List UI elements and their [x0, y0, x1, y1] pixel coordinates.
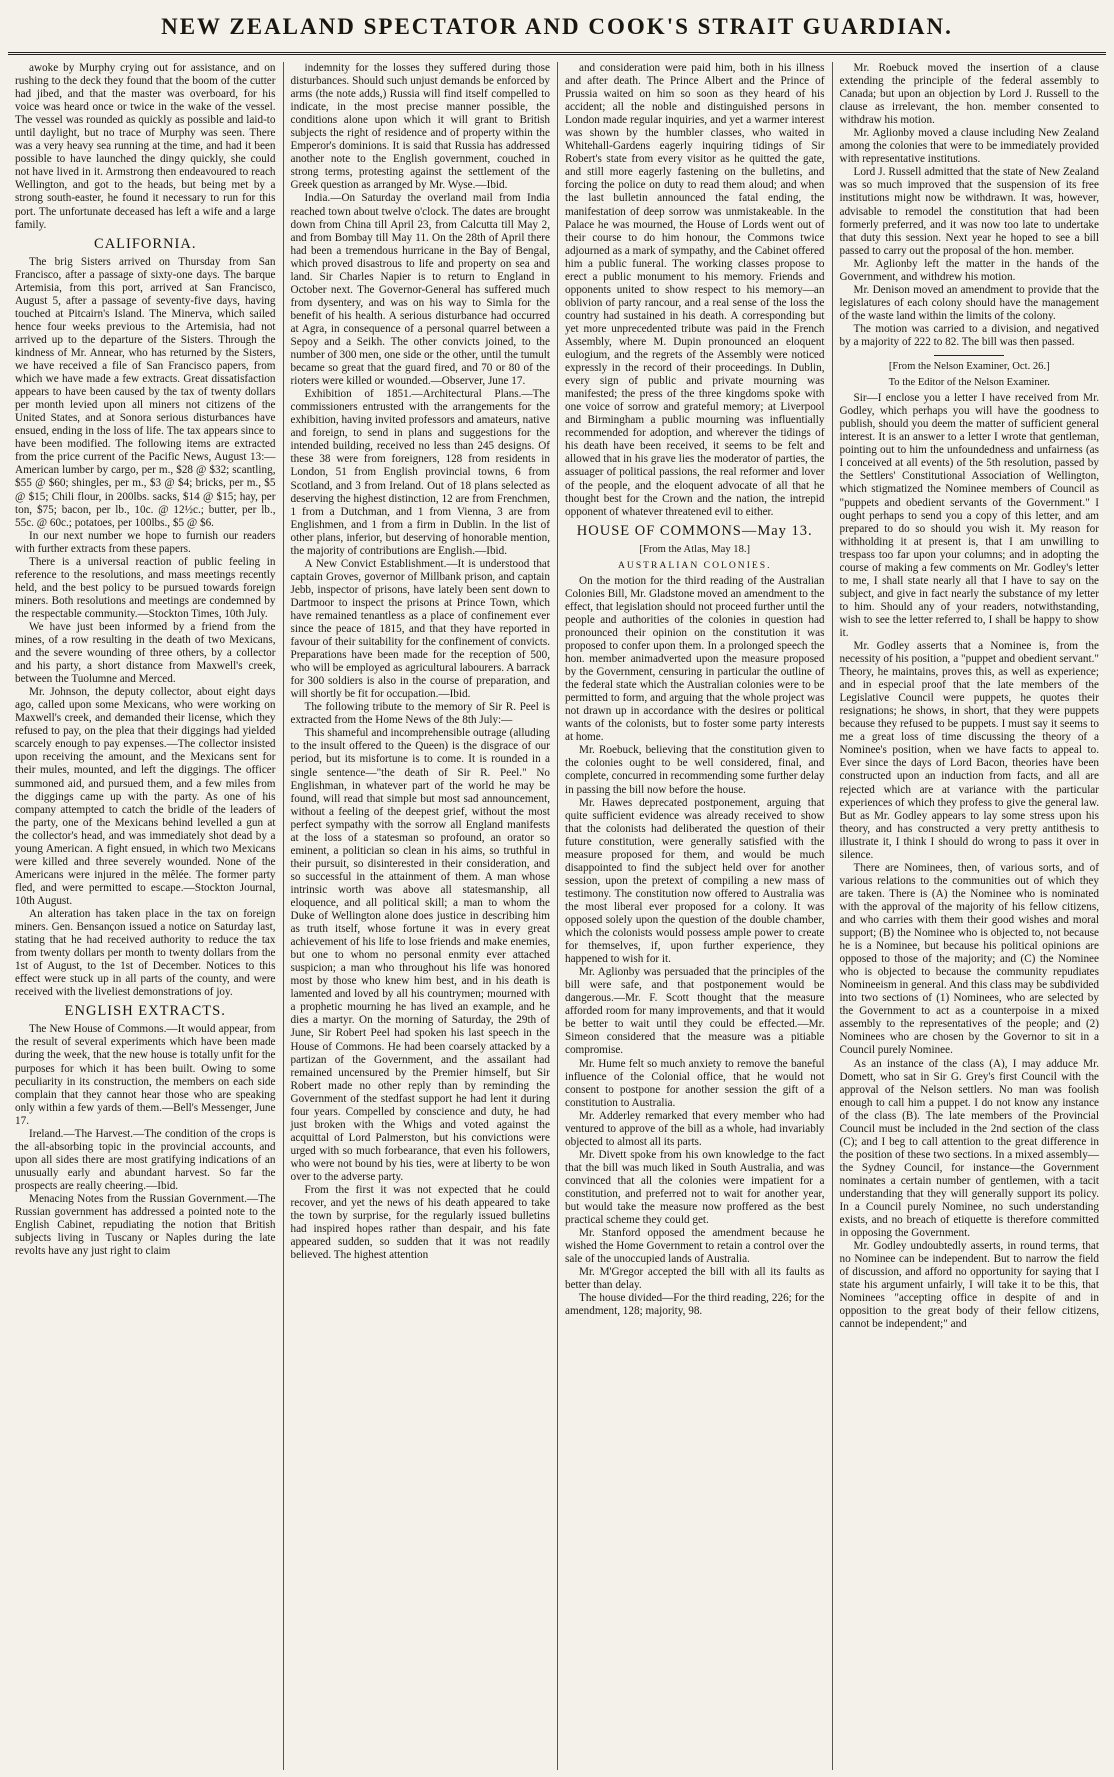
paragraph: From the first it was not expected that he could recover, and yet the news of his death appeared to take the town by surprise, for the regularly issued bulletins had inspired hopes rather than despair, and his fate appeared sudden, so sudden that it was not readily believed. The highest attention [290, 1184, 550, 1262]
paragraph: The New House of Commons.—It would appear, from the result of several experiments which have been made during the week, that the new house is totally unfit for the purposes for which it has been built. Owing to some peculiarity in its construction, the members on each side complain that they cannot hear those who are speaking only within a few yards of them.—Bell's Messenger, June 17. [15, 1023, 276, 1127]
paragraph: Mr. Aglionby was persuaded that the principles of the bill were safe, and that postponement would be dangerous.—Mr. F. Scott thought that the measure afforded room for many improvements, and that it would be better to wait until they could be effected.—Mr. Simeon considered that the measure was a pitiable compromise. [565, 966, 825, 1057]
paragraph: indemnity for the losses they suffered during those disturbances. Should such unjust demands be enforced by arms (the note adds,) Russia will find itself compelled to indicate, in the most precise manner possible, the conditions alone upon which it will grant to British subjects the right of residence and of property within the Emperor's dominions. It is said that Russia has addressed another note to the English government, couched in strong terms, protesting against the settlement of the Greek question as arranged by Mr. Wyse.—Ibid. [290, 62, 550, 192]
paragraph: Sir—I enclose you a letter I have received from Mr. Godley, which perhaps you will have the goodness to publish, should you deem the matter of sufficient general interest. It is an answer to a letter I wrote that gentleman, pointing out to him the unfoundedness and unfairness (as I conceived at all events) of the 5th resolution, passed by the Settlers' Constitutional Association of Wellington, which stigmatized the Nominee members of Council as "puppets and obedient servants of the Government." I ought perhaps to send you a copy of this letter, and am prepared to do so should you wish it. My reason for withholding it at present is, that I am unwilling to trespass too far upon your columns; and in adopting the course of making a few comments on Mr. Godley's letter to me, I shall state nearly all that I have to say on the subject, and give in fact nearly the substance of my letter to him. Should any of your readers, notwithstanding, wish to see the letter referred to, I shall be happy to show it. [839, 392, 1099, 639]
column-3 [557, 62, 832, 1770]
paragraph: Mr. Hawes deprecated postponement, arguing that quite sufficient evidence was already received to show that the colonists had deliberated the question of their future constitution, were generally satisfied with the measure proposed for them, and would be much disappointed to find the subject held over for another session, upon the pretext of compiling a new mass of testimony. The constitution now offered to Australia was the most liberal ever proposed for a colony. It was opposed solely upon the question of the double chamber, which the colonists would possess ample power to create for themselves, if, upon further experience, they happened to wish for it. [565, 796, 825, 966]
paragraph: India.—On Saturday the overland mail from India reached town about twelve o'clock. The dates are brought down from China till April 23, from Calcutta till May 2, and from Bombay till May 11. On the 28th of April there had been a tremendous hurricane in the Bay of Bengal, which proved disastrous to life and property on sea and land. Sir Charles Napier is to return to England in October next. The Governor-General has suffered much from dysentery, and was on his way to Simla for the benefit of his health. A serious disturbance had occurred at Agra, in consequence of a personal quarrel between a Sepoy and a Seikh. The other convicts joined, to the number of 300 men, one side or the other, until the tumult became so great that the guard fired, and 70 or 80 of the rioters were killed or wounded.—Observer, June 17. [290, 192, 550, 388]
paragraph: This shameful and incomprehensible outrage (alluding to the insult offered to the Queen) is the disgrace of our period, but its misfortune is to come. It is rounded in a single sentence—"the death of Sir R. Peel." No Englishman, in whatever part of the world he may be found, will read that simple but most sad announcement, without a feeling of the deepest grief, without the most perfect sympathy with the sorrow all England manifests at the loss of a statesman so profound, an orator so eminent, a politician so clean in his aims, so truthful in their pursuit, so disinterested in their consideration, and so successful in the attainment of them. A man whose intrinsic worth was above all statesmanship, all eloquence, and all political skill; a man to whom the Duke of Wellington alone does justice in describing him as truth itself, whose fortune it was in every great achievement of his life to lose friends and make enemies, but one to whom no personal enmity ever attached suspicion; a man who throughout his life was honored most by those who knew him best, and in his death is lamented and loved by all his countrymen; mourned with a prophetic mourning he has lived an example, and he dies a martyr. On the morning of Saturday, the 29th of June, Sir Robert Peel had spoken his last speech in the House of Commons. He had been coarsely attacked by a partizan of the Government, and the assailant had remained uncensured by the Premier himself, but Sir Robert made no other reply than by reminding the Government of the stedfast support he had lent it during four years. Compelled by conscience and duty, he had just broken with the Whigs and voted against the acquittal of Lord Palmerston, but his convictions were urged with so much forbearance, that even his followers, who were not bound by his ties, were at liberty to be won over to the adverse party. [290, 727, 550, 1183]
section-heading: CALIFORNIA. [94, 235, 197, 252]
paragraph: There are Nominees, then, of various sorts, and of various relations to the communities out of which they are taken. There is (A) the Nominee who is nominated with the approval of the majority of his fellow citizens, and who carries with them their good wishes and moral support; (B) the Nominee who is objected to, not because he is a Nominee, but because his political opinions are opposed to those of the majority; and (C) the Nominee who is objected to because the community repudiates Nomineeism in general. And this class may be subdivided into two sections of (1) Nominees, who are selected by the Government to act as a counterpoise in a mixed assembly to the representatives of the people; and (2) Nominees who are chosen by the Governor to sit in a Council purely Nominee. [839, 861, 1099, 1057]
paragraph: Exhibition of 1851.—Architectural Plans.—The commissioners entrusted with the arrangements for the exhibition, having invited professors and amateurs, native and foreign, to send in plans and suggestions for the intended building, received no less than 245 designs. Of these 38 were from foreigners, 128 from residents in London, 51 from English provincial towns, 6 from Scotland, and 3 from Ireland. Out of 18 plans selected as deserving the highest distinction, 12 are from Frenchmen, 1 from a Dutchman, and 1 from Vienna, 3 are from Englishmen, and 1 from a firm in Dublin. In the list of other plans, inferior, but deserving of honorable mention, the majority of contributions are English.—Ibid. [290, 388, 550, 557]
source-line: [From the Nelson Examiner, Oct. 26.] [888, 361, 1050, 373]
column-4 [832, 62, 1107, 1770]
source-line: To the Editor of the Nelson Examiner. [888, 377, 1050, 389]
paragraph: On the motion for the third reading of the Australian Colonies Bill, Mr. Gladstone moved an amendment to the effect, that legislation should not proceed further until the people and authorities of the colonies in question had pronounced their opinion on the constitution it was proposed to confer upon them. In a prolonged speech the hon. member animadverted upon the measure proposed by the Government, censuring in particular the outline of the federal state which the Australian colonies were to be permitted to form, and arguing that the whole project was not drawn up in accordance with the desires or political wants of the colonists, but to foster some party interests at home. [565, 574, 825, 744]
paragraph: Mr. Divett spoke from his own knowledge to the fact that the bill was much liked in South Australia, and was convinced that all the colonies were impatient for a constitution, and preferred not to wait for another year, but would take the measure now proffered as the best practical scheme they could get. [565, 1148, 825, 1227]
paragraph: awoke by Murphy crying out for assistance, and on rushing to the deck they found that the boom of the cutter had jibed, and that the master was overboard, for his voice was heard once or twice in the wake of the vessel. The vessel was rounded as quickly as possible and laid-to until daylight, but no trace of Murphy was seen. There was a very heavy sea running at the time, and had it been possible to have launched the dingy quickly, she could not have lived in it. Armstrong then endeavoured to reach Wellington, and got to the heads, but being met by a strong south-easter, he found it necessary to run for this port. The unfortunate deceased has left a wife and a large family. [15, 62, 276, 231]
paragraph: Mr. Hume felt so much anxiety to remove the baneful influence of the Colonial office, that he would not consent to postpone for another session the gift of a constitution to Australia. [565, 1057, 825, 1109]
masthead-title: NEW ZEALAND SPECTATOR AND COOK'S STRAIT GUARDIAN. [161, 14, 953, 39]
paragraph: A New Convict Establishment.—It is understood that captain Groves, governor of Millbank prison, and captain Jebb, inspector of prisons, have lately been sent down to Dartmoor to inspect the prisons at Prince Town, which have remained tenantless as a place of confinement ever since the peace of 1815, and that they have reported in favour of their suitability for the confinement of convicts. Preparations have been made for the reception of 500, who will be employed as agricultural labourers. A barrack for 300 soldiers is also in the course of preparation, and will shortly be fit for occupation.—Ibid. [290, 557, 550, 701]
newspaper-columns [8, 62, 1106, 1770]
paragraph: In our next number we hope to furnish our readers with further extracts from these papers. [15, 529, 276, 555]
paragraph: We have just been informed by a friend from the mines, of a row resulting in the death of two Mexicans, and the severe wounding of three others, by a collector and his party, a short distance from Maxwell's creek, between the Tuolumne and Merced. [15, 620, 276, 686]
paragraph: An alteration has taken place in the tax on foreign miners. Gen. Bensançon issued a notice on Saturday last, stating that he had received authority to reduce the tax from twenty dollars per month to twenty dollars from the 1st of August, to the 1st of December. Notices to this effect were stuck up in all parts of the county, and were received with the liveliest demonstrations of joy. [15, 908, 276, 999]
paragraph: Mr. Denison moved an amendment to provide that the legislatures of each colony should have the management of the waste land within the limits of the colony. [839, 283, 1099, 322]
paragraph: The following tribute to the memory of Sir R. Peel is extracted from the Home News of the 8th July:— [290, 701, 550, 727]
section-heading: HOUSE OF COMMONS—May 13. [576, 522, 813, 539]
paragraph: Mr. Stanford opposed the amendment because he wished the Home Government to retain a control over the sale of the unoccupied lands of Australia. [565, 1227, 825, 1266]
paragraph: The brig Sisters arrived on Thursday from San Francisco, after a passage of sixty-one days. The barque Artemisia, from this port, arrived at San Francisco, August 5, after a passage of seventy-five days, having touched at Pitcairn's Island. The Minerva, which sailed hence four weeks previous to the Artemisia, had not arrived up to the departure of the Sisters. Through the kindness of Mr. Annear, who has returned by the Sisters, we have received a file of San Francisco papers, from which we have made a few extracts. Great dissatisfaction appears to have been caused by the tax of twenty dollars per month levied upon all miners not citizens of the United States, and at Sonora serious disturbances have ensued, ending in the loss of life. The tax appears since to have been modified. The following items are extracted from the price current of the Pacific News, August 13:— American lumber by cargo, per m., $28 @ $32; scantling, $55 @ $60; shingles, per m., $3 @ $4; bricks, per m., $5 @ $15; Chili flour, in 200lbs. sacks, $14 @ $15; hay, per ton, $75; bacon, per lb., 10c. @ 12½c.; butter, per lb., 55c. @ 60c.; potatoes, per 100lbs., $5 @ $6. [15, 255, 276, 529]
paragraph: Menacing Notes from the Russian Government.—The Russian government has addressed a pointed note to the English Cabinet, repudiating the notion that British subjects living in Tuscany or Naples during the late revolts have any just right to claim [15, 1192, 276, 1258]
paragraph: There is a universal reaction of public feeling in reference to the resolutions, and mass meetings recently held, and the best policy to be pursued towards foreign miners. Both resolutions and meetings are condemned by the respectable community.—Stockton Times, 10th July. [15, 555, 276, 620]
masthead-rule [8, 52, 1106, 55]
source-line: [From the Atlas, May 18.] [639, 543, 751, 555]
paragraph: Mr. Adderley remarked that every member who had ventured to approve of the bill as a whole, had invariably objected to almost all its parts. [565, 1109, 825, 1148]
paragraph: Mr. Godley asserts that a Nominee is, from the necessity of his position, a "puppet and obedient servant." Theory, he maintains, proves this, as well as experience; and in especial proof that the late members of the Legislative Council were puppets, he quotes their resignations; he shows, in short, that they were puppets because they refused to be puppets. I must say it seems to me a great loss of time discussing the theory of a Nominee's position, when we have facts to appeal to. Ever since the days of Lord Bacon, theories have been constructed upon an induction from facts, and all are rejected which are at variance with the particular experiences of which they profess to give the general law. But as Mr. Godley appears to lay some stress upon his theory, and has constructed a very pretty antithesis to illustrate it, I think I should do wrong to pass it over in silence. [839, 640, 1099, 861]
paragraph: Mr. Aglionby left the matter in the hands of the Government, and withdrew his motion. [839, 257, 1099, 283]
paragraph: Mr. M'Gregor accepted the bill with all its faults as better than delay. [565, 1266, 825, 1292]
paragraph: The motion was carried to a division, and negatived by a majority of 222 to 82. The bill was then passed. [839, 322, 1099, 348]
column-1 [8, 62, 283, 1770]
paragraph: Lord J. Russell admitted that the state of New Zealand was so much improved that the suspension of its free institutions might now be withdrawn. It was, however, advisable to remodel the constitution that had been formerly preferred, and it was now too late to undertake that duty this session. Next year he hoped to see a bill passed to carry out the proposal of the hon. member. [839, 166, 1099, 257]
paragraph: The house divided—For the third reading, 226; for the amendment, 128; majority, 98. [565, 1292, 825, 1318]
column-2 [283, 62, 558, 1770]
paragraph: Mr. Johnson, the deputy collector, about eight days ago, called upon some Mexicans, who were working on Maxwell's creek, and demanded their license, which they refused to pay, on the plea that their diggings had yielded scarcely enough to pay expenses.—The collector insisted upon receiving the amount, and the Mexicans sent for their mules, mounted, and left the diggings. The officer summoned aid, and pursued them, and a few miles from the diggings came up with the party. As one of his company attempted to catch the bridle of the leaders of the party, one of the Mexicans behind levelled a gun at the collector's head, and was immediately shot dead by a young American. A fight ensued, in which two Mexicans were killed and three severely wounded. None of the Americans were injured in the mêlée. The former party fled, and were permitted to escape.—Stockton Journal, 10th August. [15, 686, 276, 907]
paragraph: Mr. Aglionby moved a clause including New Zealand among the colonies that were to be immediately provided with representative institutions. [839, 127, 1099, 166]
divider [934, 355, 1004, 356]
paragraph: As an instance of the class (A), I may adduce Mr. Domett, who sat in Sir G. Grey's first Council with the approval of the Nelson settlers. No man was foolish enough to call him a puppet. I do not know any instance of the class (B). The late members of the Provincial Council must be included in the 2nd section of the class (C); and I beg to call attention to the great difference in the position of these two sections. In a mixed assembly—the Sydney Council, for instance—the Government nominates a certain number of gentlemen, with a tacit understanding that they will generally support its policy. In a Council purely Nominee, no such understanding exists, and no breach of etiquette is therefore committed in opposing the Government. [839, 1057, 1099, 1240]
subheading: AUSTRALIAN COLONIES. [617, 559, 772, 571]
paragraph: and consideration were paid him, both in his illness and after death. The Prince Albert and the Prince of Prussia waited on him so soon as they heard of his accident; all the noble and distinguished persons in London made regular inquiries, and yet a warmer interest was shown by the humbler classes, who waited in Whitehall-Gardens eagerly inquiring tidings of Sir Robert's state from every visitor as he quitted the gate, and still more eagerly fastening on the bulletins, and forcing the police on duty to read them aloud; and when the last bulletin announced the fatal ending, the manifestation of deep sorrow was unmistakeable. In the Palace he was mourned, the House of Lords went out of their course to do him honour, the Commons twice adjourned as a mark of sympathy, and the Cabinet offered him a public funeral. The working classes propose to erect a public monument to his memory. Friends and opponents united to show respect to his memory—an oblivion of party rancour, and a real sense of the loss the country had sustained in his death. A corresponding but yet more unprecedented tribute was paid in the French Assembly, where M. Dupin pronounced an eloquent eulogium, and the regrets of the Assembly were noticed expressly in the record of their proceedings. In Dublin, every sign of public and private mourning was manifested; the press of the three kingdoms spoke with one voice of sorrow and grateful memory; at Liverpool and Birmingham a public mourning was influentially recommended for adoption, and wherever the tidings of his death have been received, it seems to be felt and allowed that in his grave lies the moderator of parties, the assuager of political passions, the real reformer and lover of the people, and the eloquent advocate of all that he thought best for the Crown and the nation, the intrepid opponent of whatever threatened evil to either. [565, 62, 825, 518]
paragraph: Mr. Roebuck moved the insertion of a clause extending the principle of the federal assembly to Canada; but upon an objection by Lord J. Russell to the clause as irrelevant, the hon. member consented to withdraw his motion. [839, 62, 1099, 127]
paragraph: Ireland.—The Harvest.—The condition of the crops is the all-absorbing topic in the provincial accounts, and upon all sides there are most gratifying indications of an unusually early and abundant harvest. So far the prospects are really cheering.—Ibid. [15, 1127, 276, 1192]
section-heading: ENGLISH EXTRACTS. [64, 1003, 226, 1020]
paragraph: Mr. Godley undoubtedly asserts, in round terms, that no Nominee can be independent. But to narrow the field of discussion, and afford no opportunity for saying that I state his argument unfairly, I will take it to be this, that Nominees "accepting office in despite of and in opposition to the great body of their fellow citizens, cannot be independent;" and [839, 1240, 1099, 1331]
paragraph: Mr. Roebuck, believing that the constitution given to the colonies ought to be well considered, final, and complete, concurred in recommending some further delay in passing the bill now before the house. [565, 744, 825, 796]
